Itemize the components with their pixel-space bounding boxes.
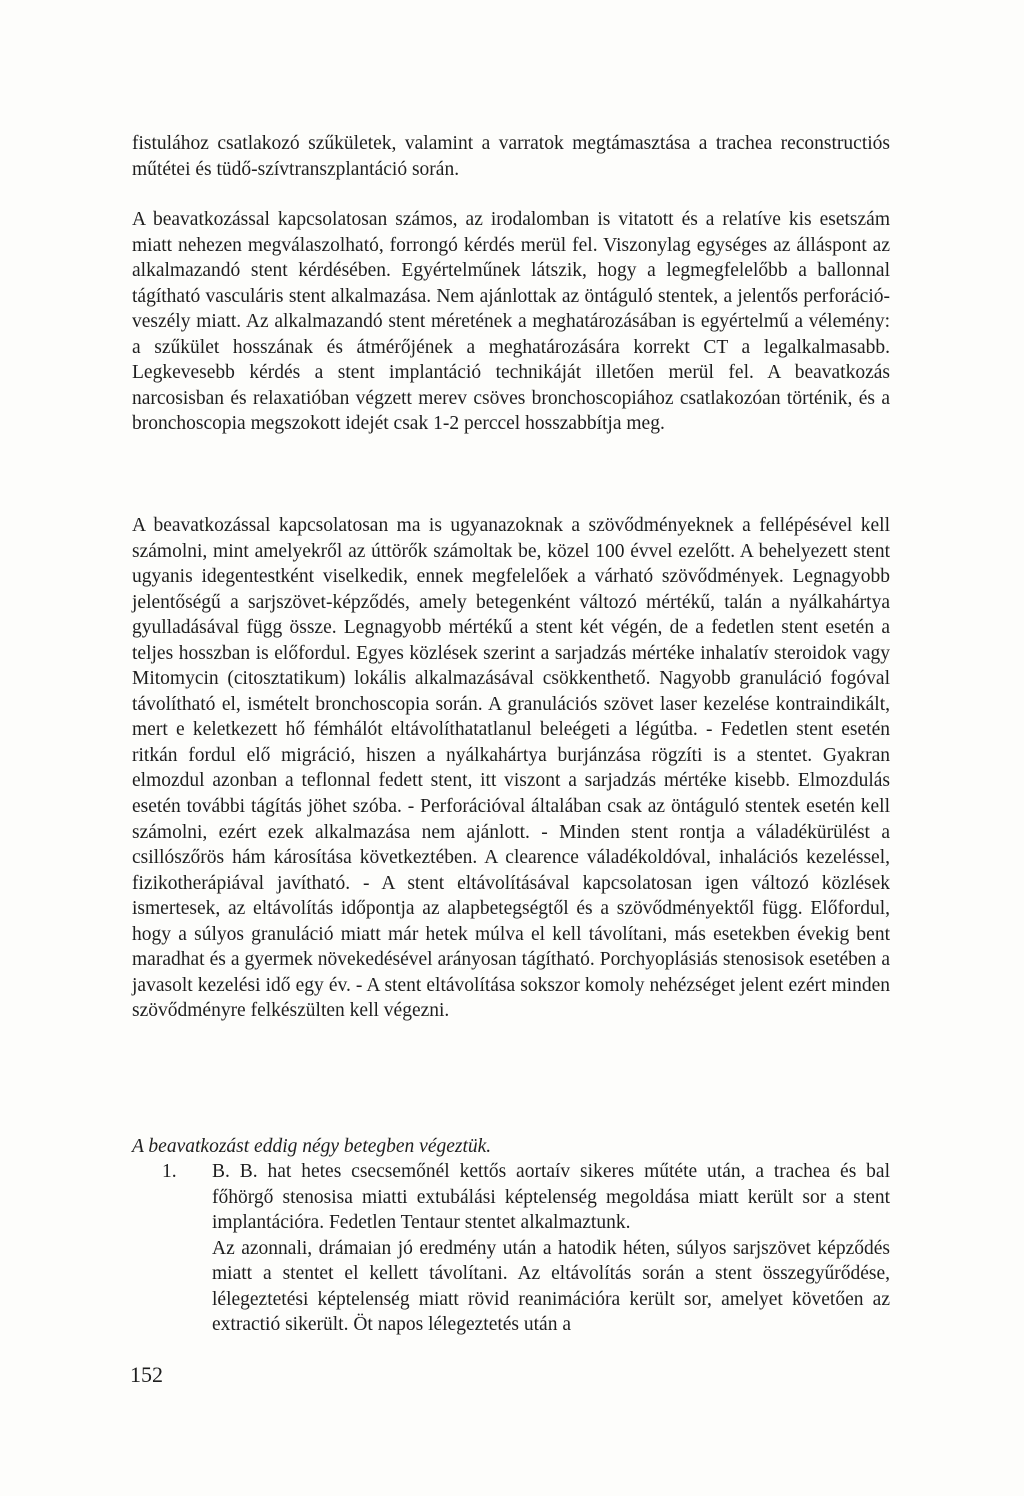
- list-item-text: B. B. hat hetes csecsemőnél kettős aortaív sikeres műtéte után, a trachea és bal főhörgő stenosisa miatti extubálási képtelenség megoldása miatt került sor a stent implantációra. Fedetlen Tentaur stentet alkalmaztunk.: [212, 1161, 890, 1234]
- list-item-body: [212, 1159, 890, 1338]
- paragraph-text: A beavatkozással kapcsolatosan ma is ugyanazoknak a szövődményeknek a fellépésével kell számolni, mint amelyekről az úttörők számoltak be, közel 100 évvel ezelőtt. A behelyezett stent ugyanis idegentestként viselkedik, ennek megfelelőek a várható szövődmények. Legnagyobb jelentőségű a sarjszövet-képződés, amely betegenként változó mértékű, talán a nyálkahártya gyulladásával függ össze. Legnagyobb mértékű a stent két végén, de a fedetlen stent esetén a teljes hosszban is előfordul. Egyes közlések szerint a sarjadzás mértéke inhalatív steroidok vagy Mitomycin (citosztatikum) lokális alkalmazásával csökkenthető. Nagyobb granuláció fogóval távolítható el, ismételt bronchoscopia során. A granulációs szövet laser kezelése kontraindikált, mert e keletkezett hő fémhálót eltávolíthatatlanul beleégeti a légútba. - Fedetlen stent esetén ritkán fordul elő migráció, hiszen a nyálkahártya burjánzása rögzíti is a stentet. Gyakran elmozdul azonban a teflonnal fedett stent, itt viszont a sarjadzás mértéke kisebb. Elmozdulás esetén további tágítás jöhet szóba. - Perforációval általában csak az öntáguló stentek esetén kell számolni, ezért ezek alkalmazása nem ajánlott. - Minden stent rontja a váladékürülést a csillószőrös hám károsítása következtében. A clearence váladékoldóval, inhalációs kezeléssel, fizikotherápiával javítható. - A stent eltávolításával kapcsolatosan igen változó közlések ismertesek, az eltávolítás időpontja az alapbetegségtől és a szövődményektől függ. Előfordul, hogy a súlyos granuláció miatt már hetek múlva el kell távolítani, más esetekben évekig bent maradhat és a gyermek növekedésével arányosan tágítható. Porchyoplásiás stenosisok esetében a javasolt kezelési idő egy év. - A stent eltávolítása sokszor komoly nehézséget jelent ezért minden szövődményre felkészülten kell végezni.: [132, 515, 890, 1022]
- paragraph-text: fistulához csatlakozó szűkületek, valamint a varratok megtámasztása a trachea reconstructiós műtétei és tüdő-szívtranszplantáció során.: [132, 133, 890, 180]
- paragraph-1: [132, 131, 890, 182]
- paragraph-text: A beavatkozással kapcsolatosan számos, az irodalomban is vitatott és a relatíve kis esetszám miatt nehezen megválaszolható, forrongó kérdés merül fel. Viszonylag egységes az álláspont az alkalmazandó stent kérdésében. Egyértelműnek látszik, hogy a legmegfelelőbb a ballonnal tágítható vasculáris stent alkalmazása. Nem ajánlottak az öntáguló stentek, a jelentős perforáció-veszély miatt. Az alkalmazandó stent méretének a meghatározásában is egyértelmű a vélemény: a szűkület hosszának és átmérőjének a meghatározására korrekt CT a legalkalmasabb. Legkevesebb kérdés a stent implantáció technikáját illetően merül fel. A beavatkozás narcosisban és relaxatióban végzett merev csöves bronchoscopiához csatlakozóan történik, és a bronchoscopia megszokott idejét csak 1-2 perccel hosszabbítja meg.: [132, 209, 890, 435]
- list-item-text: Az azonnali, drámaian jó eredmény után a hatodik héten, súlyos sarjszövet képződés miatt a stentet el kellett távolítani. Az eltávolítás során a stent összegyűrődése, lélegeztetési képtelenség miatt rövid reanimációra került sor, amelyet követően az extractió sikerült. Öt napos lélegeztetés után a: [212, 1237, 890, 1336]
- list-item-number: 1.: [162, 1161, 177, 1182]
- section-heading: A beavatkozást eddig négy betegben végeztük.: [132, 1136, 492, 1157]
- paragraph-2: [132, 207, 890, 437]
- page-number: 152: [130, 1362, 163, 1387]
- paragraph-3: [132, 513, 890, 1024]
- list-item: [162, 1159, 890, 1338]
